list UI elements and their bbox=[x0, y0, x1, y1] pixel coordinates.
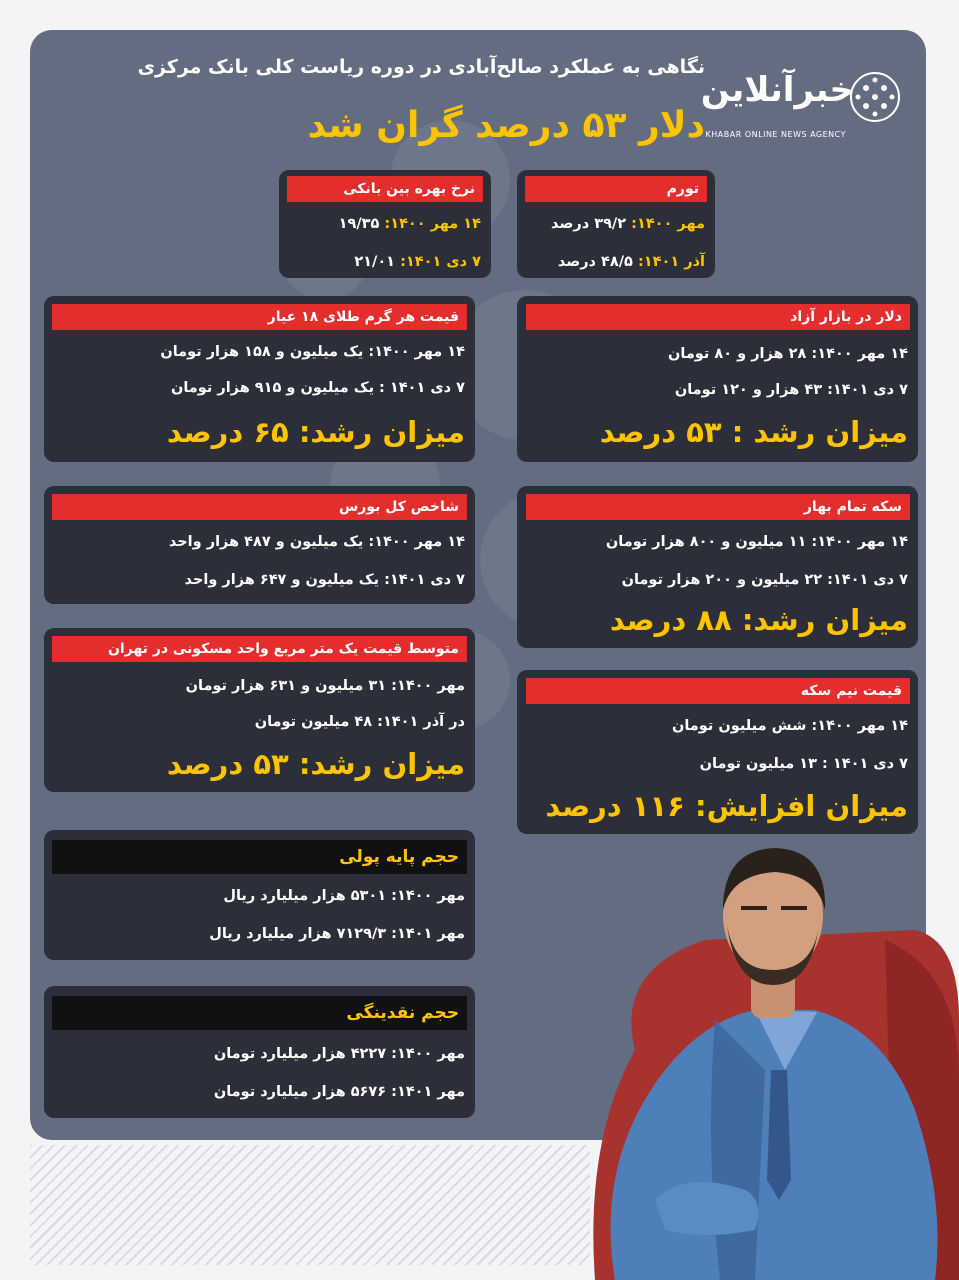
halfcoin-row: ۱۴ مهر ۱۴۰۰: شش میلیون تومان bbox=[671, 718, 908, 734]
monetary-base-card bbox=[44, 830, 475, 960]
gold-row: ۱۴ مهر ۱۴۰۰: یک میلیون و ۱۵۸ هزار تومان bbox=[160, 344, 465, 360]
liquidity-card bbox=[44, 986, 475, 1118]
monetary-base-row: مهر ۱۴۰۱: ۷۱۲۹/۳ هزار میلیارد ریال bbox=[209, 926, 465, 942]
bourse-row: ۷ دی ۱۴۰۱: یک میلیون و ۶۴۷ هزار واحد bbox=[184, 572, 465, 588]
dollar-row: ۱۴ مهر ۱۴۰۰: ۲۸ هزار و ۸۰ تومان bbox=[668, 346, 908, 362]
halfcoin-card bbox=[517, 670, 918, 834]
interbank-row: ۱۴ مهر ۱۴۰۰: ۱۹/۳۵ bbox=[338, 216, 481, 232]
inflation-card bbox=[517, 170, 715, 278]
logo-name: خبرآنلاین bbox=[700, 70, 854, 110]
monetary-base-row: مهر ۱۴۰۰: ۵۳۰۱ هزار میلیارد ریال bbox=[223, 888, 465, 904]
housing-title: متوسط قیمت یک متر مربع واحد مسکونی در تهران bbox=[52, 636, 467, 662]
interbank-card bbox=[279, 170, 491, 278]
housing-growth: میزان رشد: ۵۳ درصد bbox=[166, 747, 465, 781]
liquidity-row: مهر ۱۴۰۰: ۴۲۲۷ هزار میلیارد تومان bbox=[213, 1046, 465, 1062]
halfcoin-growth: میزان افزایش: ۱۱۶ درصد bbox=[545, 789, 908, 823]
bourse-card bbox=[44, 486, 475, 604]
coin-growth: میزان رشد: ۸۸ درصد bbox=[609, 603, 908, 637]
bourse-row: ۱۴ مهر ۱۴۰۰: یک میلیون و ۴۸۷ هزار واحد bbox=[168, 534, 465, 550]
interbank-row: ۷ دی ۱۴۰۱: ۲۱/۰۱ bbox=[354, 254, 481, 270]
official-portrait bbox=[555, 820, 959, 1280]
inflation-title: تورم bbox=[525, 176, 707, 202]
logo-tagline: KHABAR ONLINE NEWS AGENCY bbox=[705, 130, 846, 139]
halfcoin-title: قیمت نیم سکه bbox=[526, 678, 910, 704]
gold-row: ۷ دی ۱۴۰۱ : یک میلیون و ۹۱۵ هزار تومان bbox=[170, 380, 465, 396]
header-title: دلار ۵۳ درصد گران شد bbox=[307, 105, 705, 146]
dollar-card bbox=[517, 296, 918, 462]
housing-row: در آذر ۱۴۰۱: ۴۸ میلیون تومان bbox=[254, 714, 465, 730]
liquidity-row: مهر ۱۴۰۱: ۵۶۷۶ هزار میلیارد تومان bbox=[213, 1084, 465, 1100]
dollar-row: ۷ دی ۱۴۰۱: ۴۳ هزار و ۱۲۰ تومان bbox=[674, 382, 908, 398]
dollar-title: دلار در بازار آزاد bbox=[526, 304, 910, 330]
gold-growth: میزان رشد: ۶۵ درصد bbox=[166, 415, 465, 449]
housing-row: مهر ۱۴۰۰: ۳۱ میلیون و ۶۳۱ هزار تومان bbox=[185, 678, 465, 694]
housing-card bbox=[44, 628, 475, 792]
halfcoin-row: ۷ دی ۱۴۰۱ : ۱۳ میلیون تومان bbox=[699, 756, 908, 772]
globe-icon bbox=[848, 70, 902, 124]
coin-row: ۱۴ مهر ۱۴۰۰: ۱۱ میلیون و ۸۰۰ هزار تومان bbox=[605, 534, 908, 550]
dollar-growth: میزان رشد : ۵۳ درصد bbox=[599, 415, 908, 449]
gold-title: قیمت هر گرم طلای ۱۸ عیار bbox=[52, 304, 467, 330]
coin-row: ۷ دی ۱۴۰۱: ۲۲ میلیون و ۲۰۰ هزار تومان bbox=[621, 572, 908, 588]
inflation-row: آذر ۱۴۰۱: ۴۸/۵ درصد bbox=[557, 254, 705, 270]
liquidity-title: حجم نقدینگی bbox=[52, 996, 467, 1030]
coin-card bbox=[517, 486, 918, 648]
bourse-title: شاخص کل بورس bbox=[52, 494, 467, 520]
gold-card bbox=[44, 296, 475, 462]
khabaronline-logo bbox=[700, 64, 908, 154]
inflation-row: مهر ۱۴۰۰: ۳۹/۲ درصد bbox=[551, 216, 705, 232]
header-subtitle: نگاهی به عملکرد صالح‌آبادی در دوره ریاست کلی بانک مرکزی bbox=[137, 56, 705, 78]
interbank-title: نرخ بهره بین بانکی bbox=[287, 176, 483, 202]
coin-title: سکه تمام بهار bbox=[526, 494, 910, 520]
hatch-decoration bbox=[30, 1145, 590, 1265]
monetary-base-title: حجم پایه پولی bbox=[52, 840, 467, 874]
